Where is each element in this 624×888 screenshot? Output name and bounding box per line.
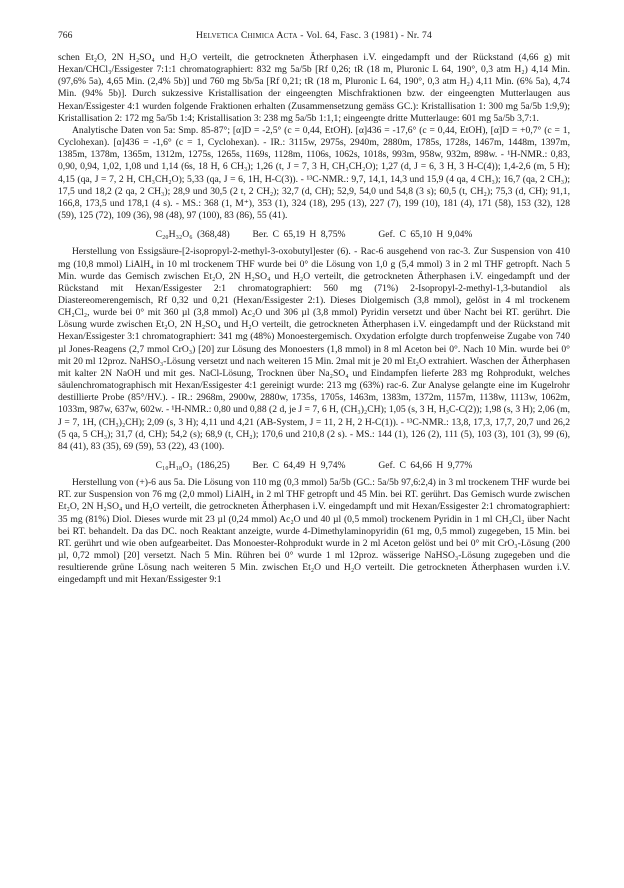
page-number: 766 <box>58 30 73 41</box>
found-values: Gef. C 65,10 H 9,04% <box>378 229 473 241</box>
elemental-analysis-1 <box>58 229 570 241</box>
found-values: Gef. C 64,66 H 9,77% <box>378 460 473 471</box>
journal-citation <box>58 30 570 42</box>
paragraph-preparation-6: Herstellung von Essigsäure-[2-isopropyl-2-methyl-3-oxobutyl]ester (6). - Rac-6 ausgehend von rac-3. Zur Suspension von 410 mg (10,8 mmol) LiAlH₄ in 10 ml trockenem THF wurde bei 0° die Lösung von 1,0 g (5,4 mmol) 3 in 2 ml THF getropft. Nach 5 Min. wurde das Gemisch zwischen Et₂O, 2N H₂SO₄ und H₂O verteilt, die getrockneten Ätherphasen i.V. eingedampft und der Rückstand mit Hexan/Essigester 2:1 chromatographiert: 560 mg (71%) 2-Isopropyl-2-methyl-1,3-butandiol als Diastereomerengemisch, Rf 0,32 und 0,21 (Hexan/Essigester 2:1). Dieses Diolgemisch (3,8 mmol), gelöst in 4 ml trockenem CH₂Cl₂, wurde bei 0° mit 360 µl (3,8 mmol) Ac₂O und 306 µl (3,8 mmol) Pyridin versetzt und über Nacht bei RT. gerührt. Die Lösung wurde zwischen Et₂O, 2N H₂SO₄ und H₂O verteilt, die getrockneten Ätherphasen i.V. eingedampft und der Rückstand mit Hexan/Essigester 3:1 chromatographiert: 341 mg (48%) Monoestergemisch. Oxydation erfolgte durch tropfenweise Zugabe von 740 µl Jones-Reagens (2,7 mmol CrO₃) [20] zur Lösung des Monoesters (1,8 mmol) in 8 ml Aceton bei 0°. Nach 10 Min. wurde bei 0° mit 20 ml 12proz. NaHSO₃-Lösung versetzt und nach weiteren 15 Min. 2mal mit je 20 ml Et₂O extrahiert. Waschen der Ätherphasen mit kalter 2N NaOH und mit ges. NaCl-Lösung, Trocknen über Na₂SO₄ und Eindampfen lieferte 283 mg Rohprodukt, welches säulenchromatographisch mit Hexan/Essigester 4:1 gereinigt wurde: 213 mg (63%) rac-6. Zur Analyse gelangte eine im Kugelrohr destillierte Probe (85°/HV.). - IR.: 2968m, 2900w, 2880w, 1735s, 1705s, 1463m, 1383m, 1372m, 1157m, 1138w, 1113w, 1062m, 1033m, 987w, 637w, 602w. - ¹H-NMR.: 0,80 und 0,88 (2 d, je J = 7, 6 H, (CH₃)₂CH); 1,05 (s, 3 H, H₃C-C(2)); 1,98 (s, 3 H); 2,06 (m, J = 7, 1H, (CH₃)₂CH); 2,09 (s, 3 H); 4,11 und 4,21 (AB-System, J = 11, 2 H, 2 H-C(1)). - ¹³C-NMR.: 13,8, 17,3, 17,7, 20,7 und 26,2 (5 qa, 5 CH₃); 31,7 (d, CH); 54,2 (s); 68,9 (t, CH₂); 170,6 und 210,8 (2 s). - MS.: 144 (1), 126 (2), 111 (5), 103 (3), 101 (3), 99 (6), 84 (41), 83 (35), 69 (59), 53 (22), 43 (100). <box>58 246 570 452</box>
running-header <box>58 30 570 44</box>
paragraph-chromatography: schen Et₂O, 2N H₂SO₄ und H₂O verteilt, die getrockneten Ätherphasen i.V. eingedampft und der Rückstand (4,66 g) mit Hexan/CHCl₃/Essigester 7:1:1 chromatographiert: 832 mg 5a/5b [Rf 0,26; tR (18 m, Pluronic L 64, 190°, 0,3 atm H₂) 4,14 Min. (97,6% 5a), 4,65 Min. (2,4% 5b)] und 760 mg 5b/5a [Rf 0,21; tR (18 m, Pluronic L 64, 190°, 0,3 atm H₂) 4,11 Min. (6% 5a), 4,74 Min. (94% 5b)]. Durch sukzessive Kristallisation der eingeengten Mischfraktionen bzw. der eingeengten Mutterlaugen aus Hexan/Essigester 4:1 wurden folgende Fraktionen erhalten (Zusammensetzung gemäss GC.): Kristallisation 1: 300 mg 5a/5b 1:9,9); Kristallisation 2: 172 mg 5a/5b 1:4; Kristallisation 3: 238 mg 5a/5b 1:1,1; eingeengte dritte Mutterlauge: 601 mg 5a/5b 3,7:1. <box>58 52 570 124</box>
molecular-formula: C₂₀H₃₂O₆ (368,48) <box>155 229 230 241</box>
paragraph-analytical-data-5a: Analytische Daten von 5a: Smp. 85-87°; [α]D = -2,5° (c = 0,44, EtOH). [α]436 = -17,6° (c = 0,44, EtOH), [α]D = +0,7° (c = 1, Cyclohexan). [α]436 = -1,6° (c = 1, Cyclohexan). - IR.: 3115w, 2975s, 2940m, 2880m, 1785s, 1728s, 1467m, 1448m, 1397m, 1385m, 1378m, 1365m, 1312m, 1275s, 1265s, 1169s, 1128m, 1106s, 1062s, 1018s, 993m, 958w, 932m, 898w. - ¹H-NMR.: 0,83, 0,90, 0,94, 1,02, 1,08 und 1,14 (6s, 18 H, 6 CH₃); 1,26 (t, J = 7, 3 H, CH₃CH₂O); 1,27 (d, J = 6, 3 H, 3 H-C(4)); 1,4-2,6 (m, 5 H); 4,15 (qa, J = 7, 2 H, CH₃CH₂O); 5,33 (qa, J = 6, 1H, H-C(3)). - ¹³C-NMR.: 9,7, 14,1, 14,3 und 15,9 (4 qa, 4 CH₃); 16,7 (qa, 2 CH₃); 17,5 und 18,2 (2 qa, 2 CH₃); 28,9 und 30,5 (2 t, 2 CH₂); 32,7 (d, CH); 52,9, 54,0 und 54,8 (3 s); 60,5 (t, CH₂); 75,3 (d, CH); 91,1, 166,8, 173,5 und 178,1 (4 s). - MS.: 368 (1, M⁺), 353 (1), 324 (18), 295 (13), 227 (7), 199 (10), 181 (4), 171 (58), 153 (32), 128 (59), 125 (72), 109 (36), 98 (48), 97 (100), 83 (86), 55 (41). <box>58 124 570 222</box>
molecular-formula: C₁₀H₁₈O₃ (186,25) <box>155 460 230 471</box>
calculated-values: Ber. C 64,49 H 9,74% <box>252 460 346 471</box>
elemental-analysis-2 <box>58 460 570 472</box>
journal-page <box>58 30 570 870</box>
paragraph-preparation-plus-6: Herstellung von (+)-6 aus 5a. Die Lösung von 110 mg (0,3 mmol) 5a/5b (GC.: 5a/5b 97,6:2,4) in 3 ml trockenem THF wurde bei RT. zur Suspension von 76 mg (2,0 mmol) LiAlH₄ in 2 ml THF getropft und 45 Min. bei RT. gerührt. Das Gemisch wurde zwischen Et₂O, 2N H₂SO₄ und H₂O verteilt, die getrockneten Ätherphasen i.V. eingedampft und mit Hexan/Essigester 2:1 chromatographiert: 35 mg (81%) Diol. Dieses wurde mit 23 µl (0,24 mmol) Ac₂O und 40 µl (0,5 mmol) trockenem Pyridin in 1 ml CH₂Cl₂ über Nacht bei RT. behandelt. Da das DC. noch Reaktant anzeigte, wurde 4-Dimethylaminopyridin (61 mg, 0,5 mmol) zugegeben, 15 Min. bei RT. gerührt und wie oben aufgearbeitet. Das Monoester-Rohprodukt wurde in 2 ml Aceton gelöst und bei 0° mit CrO₃-Lösung (200 µl, 0,72 mmol) [20] versetzt. Nach 5 Min. Rühren bei 0° wurde 1 ml 12proz. wässerige NaHSO₃-Lösung zugegeben und die resultierende grüne Lösung nach weiteren 5 Min. zwischen Et₂O und H₂O verteilt. Die getrockneten Ätherphasen wurden i.V. eingedampft und mit Hexan/Essigester 9:1 <box>58 477 570 586</box>
calculated-values: Ber. C 65,19 H 8,75% <box>252 229 346 241</box>
volume-info: - Vol. 64, Fasc. 3 (1981) - Nr. 74 <box>300 30 432 41</box>
journal-name: Helvetica Chimica Acta <box>196 30 298 41</box>
